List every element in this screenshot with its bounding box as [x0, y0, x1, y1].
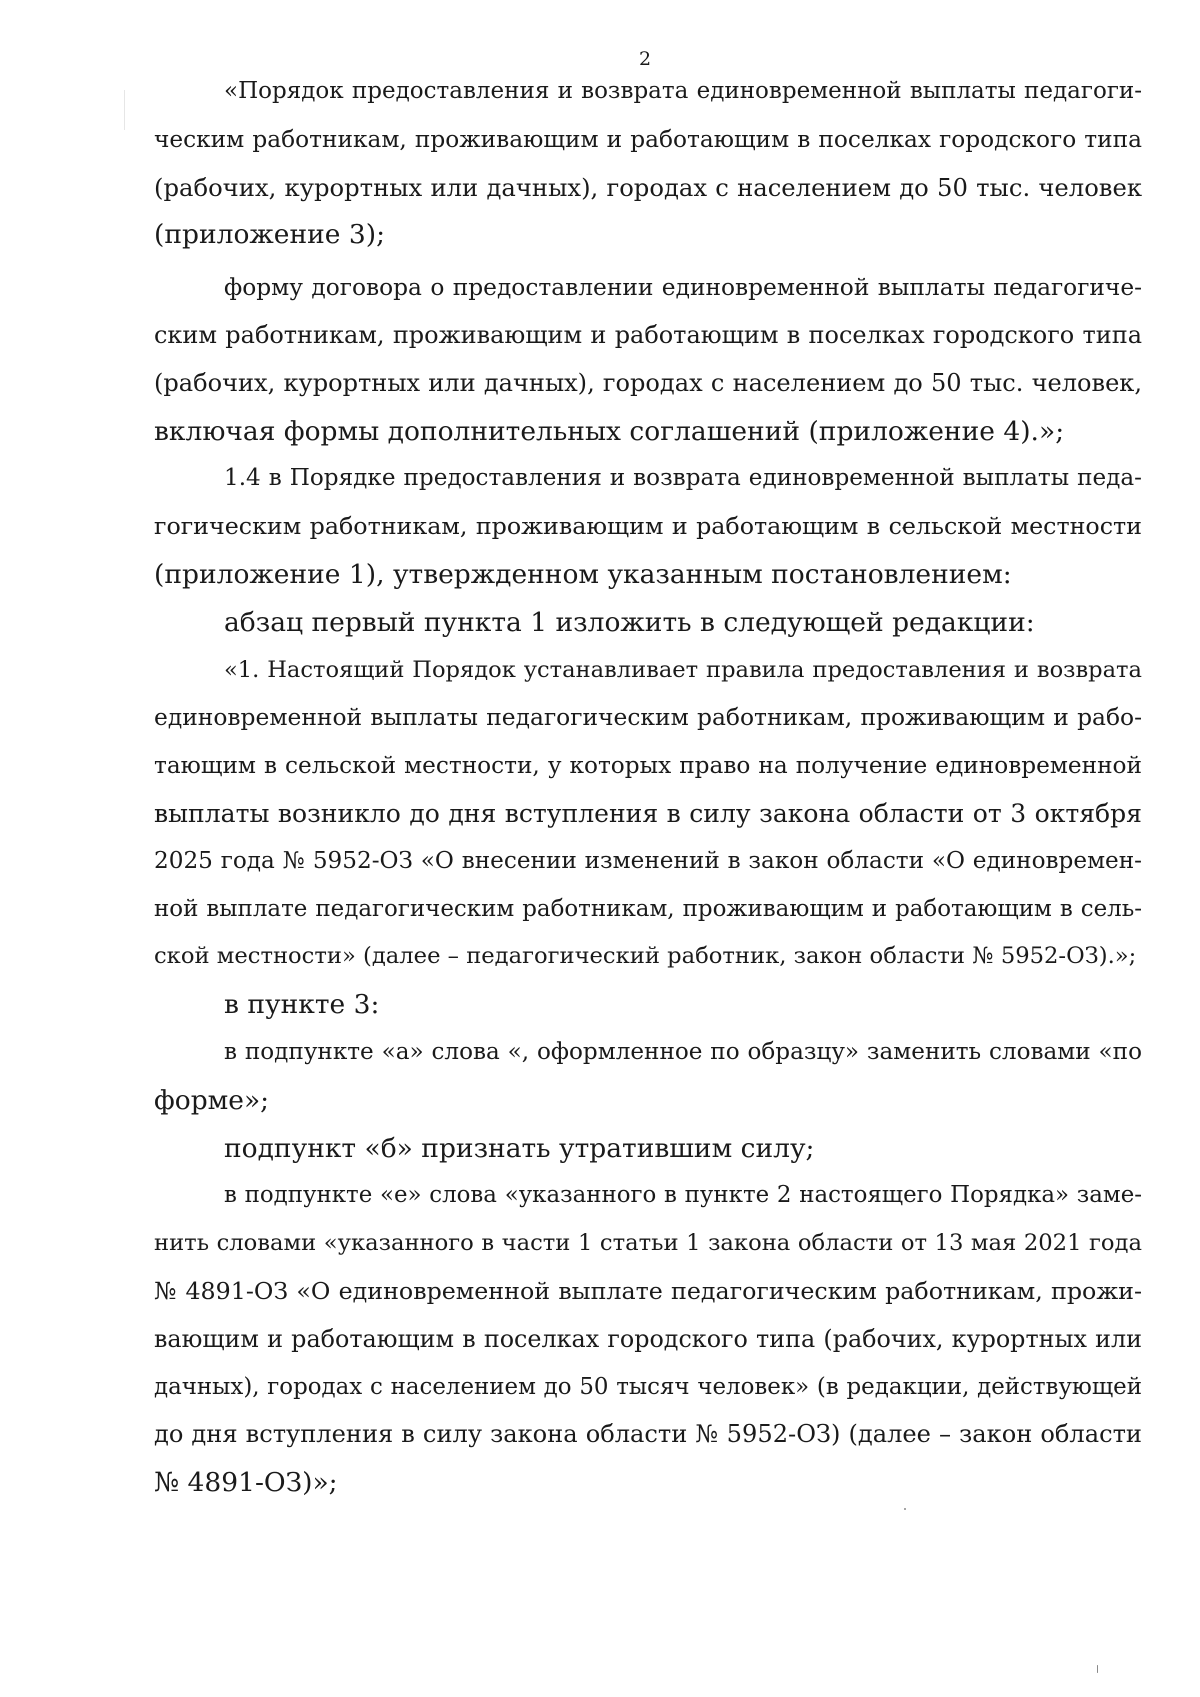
text-line: (рабочих, курортных или дачных), городах с населением до 50 тыс. человек	[154, 172, 1142, 202]
text-line: 1.4 в Порядке предоставления и возврата единовременной выплаты педа-	[224, 465, 1142, 492]
page-number: 2	[638, 48, 652, 70]
scan-speck	[904, 1508, 906, 1510]
text-line: ским работникам, проживающим и работающим в поселках городского типа	[154, 320, 1142, 349]
text-line: гогическим работникам, проживающим и работающим в сельской местности	[154, 512, 1142, 541]
text-line: 2025 года № 5952-ОЗ «О внесении изменений в закон области «О единовремен-	[154, 847, 1142, 874]
text-line: выплаты возникло до дня вступления в силу закона области от 3 октября	[154, 798, 1142, 828]
text-line: подпункт «б» признать утратившим силу;	[224, 1132, 815, 1164]
text-line: (приложение 3);	[154, 219, 386, 251]
text-line: абзац первый пункта 1 изложить в следующей редакции:	[224, 606, 1035, 638]
text-line: ской местности» (далее – педагогический работник, закон области № 5952-ОЗ).»;	[154, 943, 1137, 970]
text-line: «Порядок предоставления и возврата единовременной выплаты педагоги-	[224, 78, 1142, 104]
text-line: вающим и работающим в поселках городского типа (рабочих, курортных или	[154, 1324, 1142, 1353]
text-line: в пункте 3:	[224, 989, 380, 1021]
text-line: в подпункте «е» слова «указанного в пункте 2 настоящего Порядка» заме-	[224, 1182, 1142, 1209]
text-line: до дня вступления в силу закона области № 5952-ОЗ) (далее – закон области	[154, 1420, 1142, 1449]
text-line: тающим в сельской местности, у которых право на получение единовременной	[154, 752, 1142, 780]
text-line: ческим работникам, проживающим и работающим в поселках городского типа	[154, 125, 1142, 153]
text-line: № 4891-ОЗ)»;	[154, 1467, 338, 1499]
text-line: «1. Настоящий Порядок устанавливает правила предоставления и возврата	[224, 656, 1142, 683]
text-line: единовременной выплаты педагогическим работникам, проживающим и рабо-	[154, 703, 1142, 732]
text-line: в подпункте «а» слова «, оформленное по образцу» заменить словами «по	[224, 1038, 1142, 1065]
scan-speck	[1097, 1665, 1098, 1673]
document-body	[154, 68, 1142, 1507]
text-line: (рабочих, курортных или дачных), городах с населением до 50 тыс. человек,	[154, 368, 1142, 397]
text-line: включая формы дополнительных соглашений (приложение 4).»;	[154, 415, 1065, 447]
text-line: № 4891-ОЗ «О единовременной выплате педагогическим работникам, прожи-	[154, 1276, 1142, 1305]
text-line: форму договора о предоставлении единовременной выплаты педагогиче-	[224, 274, 1142, 302]
text-line: дачных), городах с населением до 50 тысяч человек» (в редакции, действующей	[154, 1373, 1142, 1400]
text-line: форме»;	[154, 1084, 270, 1116]
scan-edge-mark	[124, 90, 125, 130]
text-line: ной выплате педагогическим работникам, проживающим и работающим в сель-	[154, 895, 1142, 922]
text-line: (приложение 1), утвержденном указанным постановлением:	[154, 558, 1012, 590]
text-line: нить словами «указанного в части 1 статьи 1 закона области от 13 мая 2021 года	[154, 1230, 1142, 1257]
